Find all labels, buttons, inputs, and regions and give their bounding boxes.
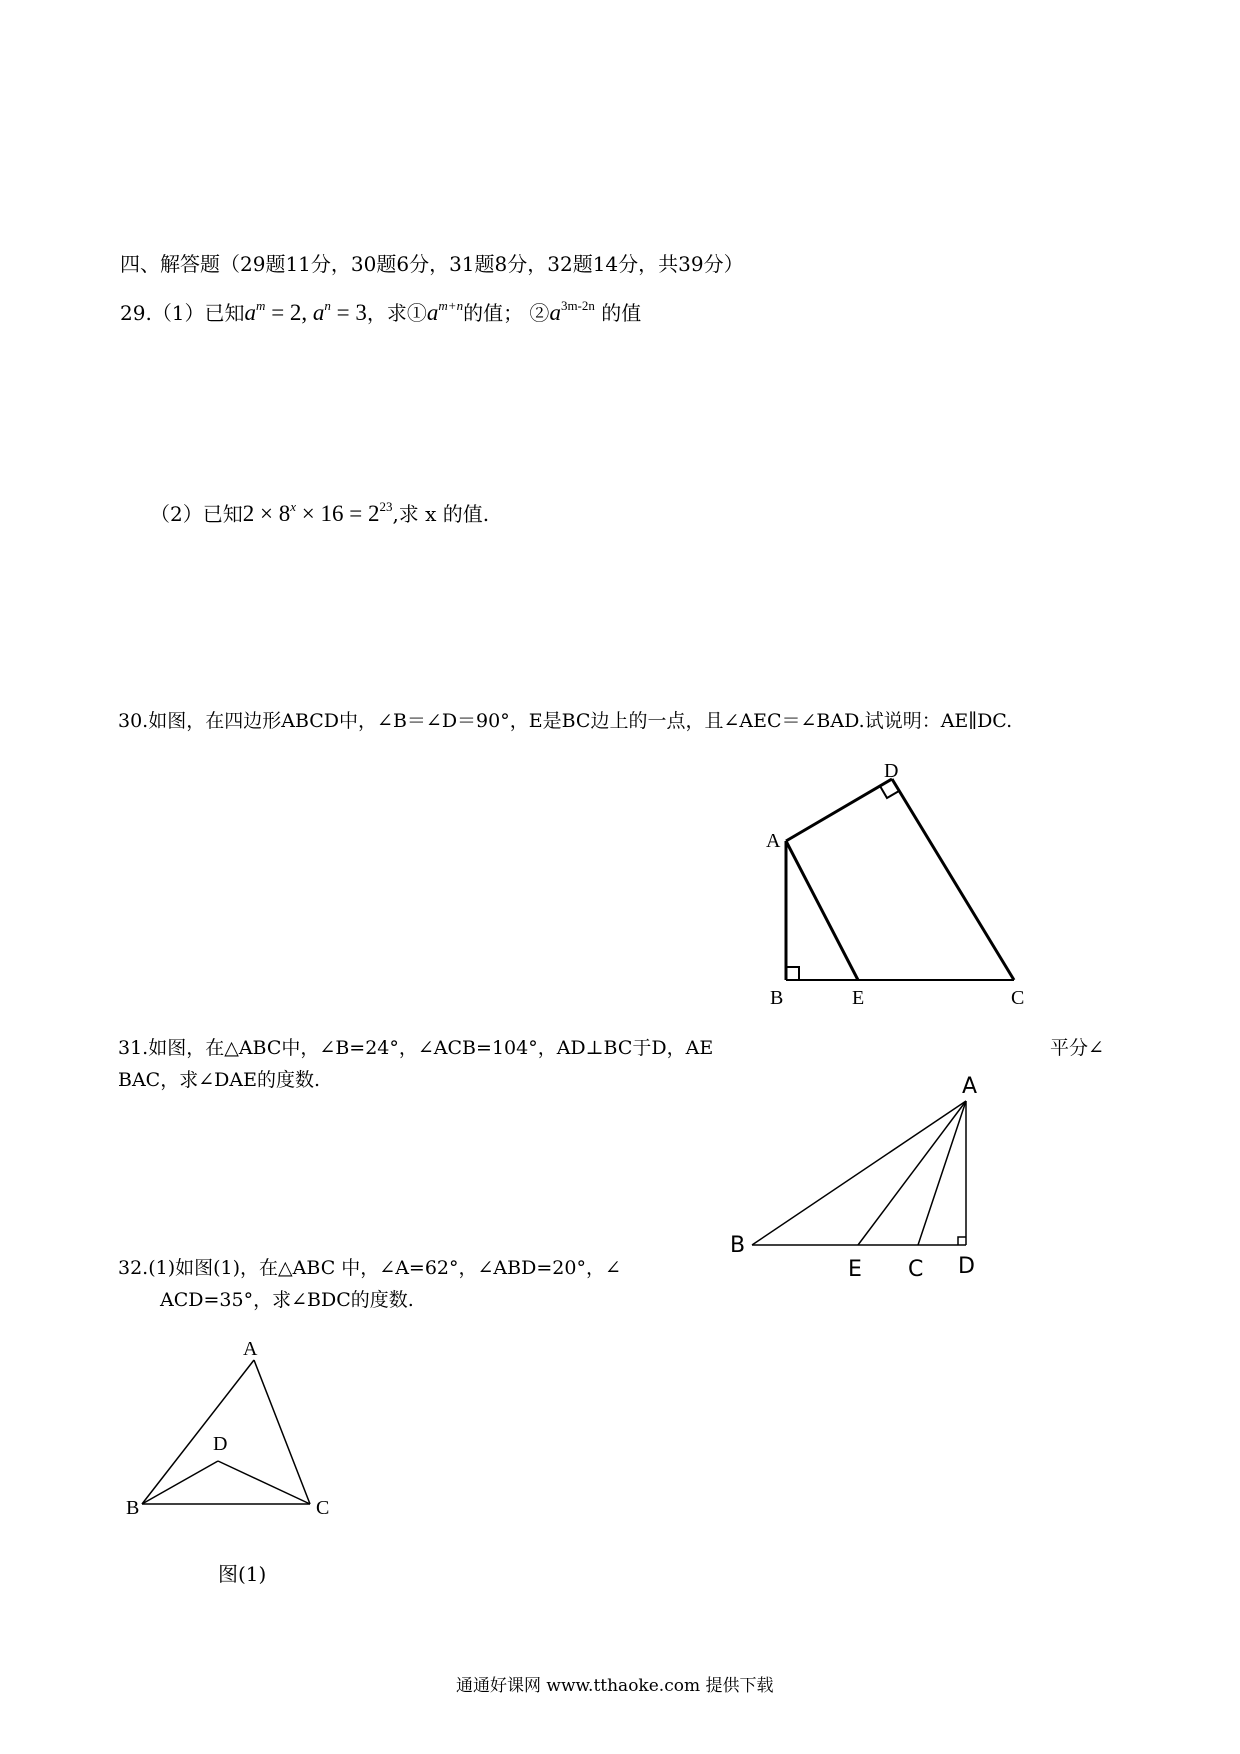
question-29-ask: ，求① bbox=[366, 301, 427, 325]
question-31-text-line-1-end: 平分∠ bbox=[1050, 1037, 1104, 1059]
label-q31-a: A bbox=[962, 1074, 978, 1099]
label-q30-b: B bbox=[770, 987, 784, 1009]
equation-power-of-two: $2 \times 8^x \times 16 = 2^{23}$ bbox=[242, 499, 393, 526]
figure-quadrilateral-abcd bbox=[786, 779, 1014, 980]
label-q32-c: C bbox=[316, 1497, 330, 1519]
question-29-number: 29. bbox=[120, 301, 152, 325]
right-angle-mark-q31-d bbox=[958, 1237, 966, 1245]
label-q32-a: A bbox=[243, 1338, 258, 1360]
label-q31-c: C bbox=[908, 1257, 924, 1282]
segment-q32-ab bbox=[142, 1360, 254, 1504]
label-q32-b: B bbox=[126, 1497, 140, 1519]
label-q30-d: D bbox=[884, 760, 899, 782]
question-31-text-line-1: 31.如图，在△ABC中，∠B=24°，∠ACB=104°，AD⊥BC于D，AE bbox=[118, 1037, 714, 1059]
question-30-text: 30.如图，在四边形ABCD中，∠B＝∠D＝90°，E是BC边上的一点，且∠AEC＝∠BAD.试说明：AE∥DC. bbox=[118, 710, 1013, 732]
question-29-part2-suffix: ,求 x 的值. bbox=[392, 502, 490, 526]
question-29-part2-prefix: （2）已知 bbox=[150, 502, 243, 526]
segment-ad bbox=[786, 779, 892, 841]
expression-a-3m-minus-2n: $a^{3m-2n}$ bbox=[549, 298, 595, 325]
label-q31-d: D bbox=[958, 1254, 975, 1279]
segment-q31-ab bbox=[752, 1101, 966, 1245]
label-q31-b: B bbox=[730, 1233, 746, 1258]
equation-am: $a^m = 2$, $a^n = 3$ bbox=[244, 298, 367, 325]
question-29-ask-1-suffix: 的值； ② bbox=[463, 301, 550, 325]
label-q30-a: A bbox=[766, 830, 781, 852]
label-q32-d: D bbox=[213, 1433, 228, 1455]
question-29-ask-2-suffix: 的值 bbox=[594, 301, 642, 325]
segment-ae bbox=[786, 841, 858, 980]
label-q30-e: E bbox=[852, 987, 865, 1009]
segment-q32-bd bbox=[142, 1461, 218, 1504]
segment-q31-ac bbox=[918, 1101, 966, 1245]
question-32-text-line-1: 32.(1)如图(1)，在△ABC 中，∠A=62°，∠ABD=20°，∠ bbox=[118, 1257, 621, 1279]
figure-triangle-q32 bbox=[142, 1360, 310, 1504]
figure-1-caption: 图(1) bbox=[218, 1562, 267, 1586]
label-q30-c: C bbox=[1011, 987, 1025, 1009]
segment-q31-ae bbox=[858, 1101, 966, 1245]
question-32-text-line-2: ACD=35°，求∠BDC的度数. bbox=[160, 1289, 414, 1311]
question-29-part1-prefix: （1）已知 bbox=[151, 301, 245, 325]
section-header: 四、解答题（29题11分，30题6分，31题8分，32题14分，共39分） bbox=[120, 252, 744, 276]
right-angle-mark-b bbox=[786, 967, 799, 980]
figure-triangle-q31 bbox=[752, 1101, 966, 1245]
label-q31-e: E bbox=[848, 1257, 862, 1282]
question-31-text-line-2: BAC，求∠DAE的度数. bbox=[118, 1069, 321, 1091]
segment-dc bbox=[892, 779, 1014, 980]
expression-a-m-plus-n: $a^{m+n}$ bbox=[426, 298, 464, 325]
footer-text: 通通好课网 www.tthaoke.com 提供下载 bbox=[456, 1676, 774, 1696]
